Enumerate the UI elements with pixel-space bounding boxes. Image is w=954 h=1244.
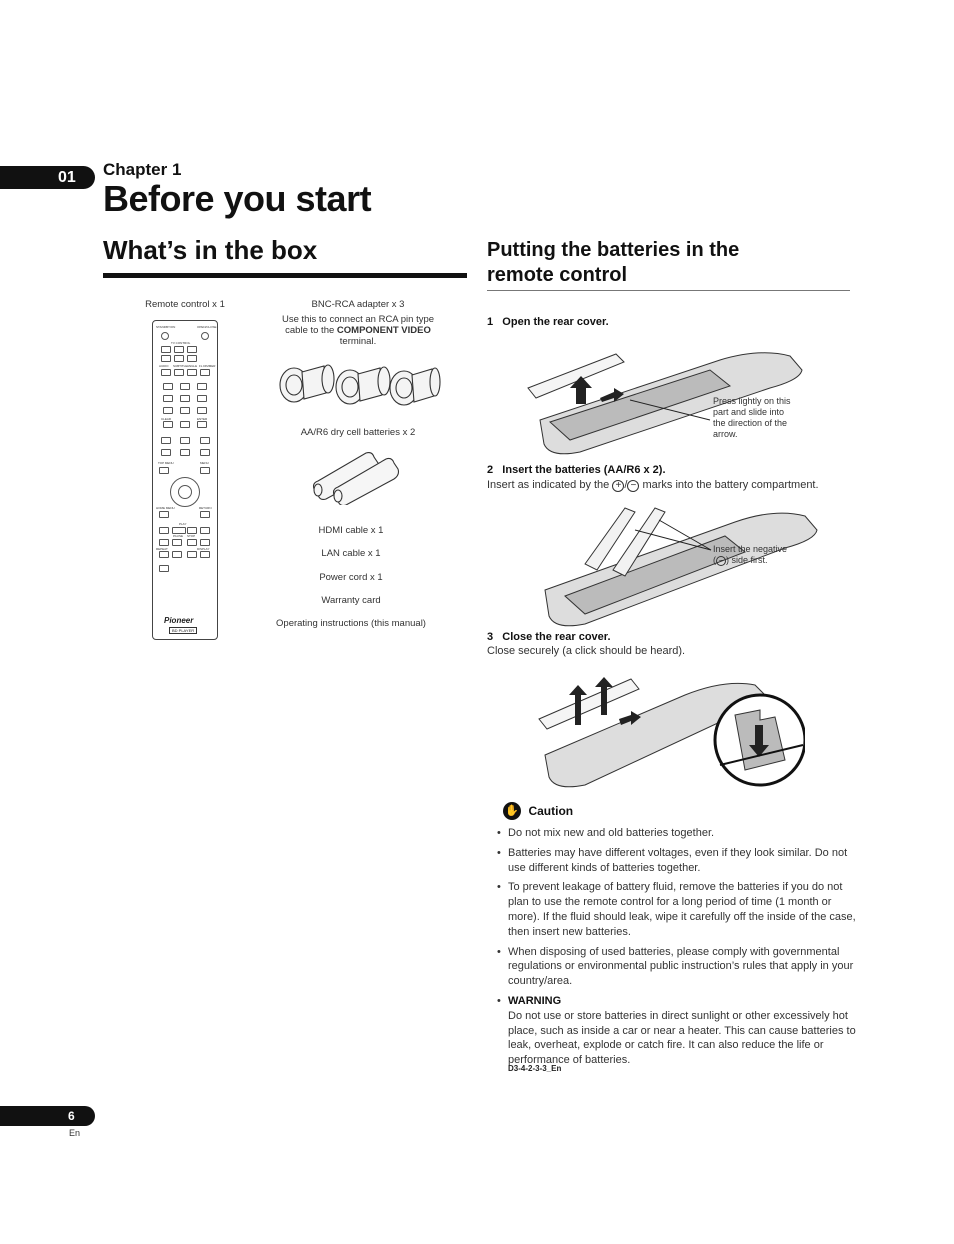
callout-line <box>713 555 787 566</box>
remote-button <box>172 551 182 558</box>
remote-button <box>180 449 190 456</box>
heading-rule <box>103 273 467 278</box>
remote-return-label: RETURN <box>199 506 212 510</box>
number-button <box>197 407 207 414</box>
remote-button <box>159 467 169 474</box>
adapter-desc-text: cable to the <box>285 325 337 336</box>
remote-tv-control-label: TV CONTROL <box>171 341 191 345</box>
remote-button <box>174 369 184 376</box>
remote-button <box>200 369 210 376</box>
step2-callout <box>713 544 787 566</box>
remote-enter-label: ENTER <box>197 417 208 421</box>
step-number: 1 <box>487 316 494 328</box>
remote-dimmer-label: FL DIMMER <box>199 364 216 368</box>
close-cover-illustration <box>535 665 805 795</box>
remote-button <box>200 449 210 456</box>
step3-body: Close securely (a click should be heard). <box>487 645 686 657</box>
remote-menu-label: MENU <box>200 461 209 465</box>
step2-body-text: Insert as indicated by the <box>487 479 613 491</box>
number-button <box>197 383 207 390</box>
step-text: Close the rear cover. <box>502 631 611 643</box>
callout-line: arrow. <box>713 429 738 439</box>
eject-button-icon <box>201 332 209 340</box>
remote-button <box>174 355 184 362</box>
callout-line: part and slide into <box>713 407 785 417</box>
bnc-adapter-icon <box>336 367 390 404</box>
box-item: Warranty card <box>321 595 381 606</box>
warning-item <box>497 994 857 1068</box>
remote-button <box>161 369 171 376</box>
caution-item: • Batteries may have different voltages, even if they look similar. Do not use different kinds of batteries together. <box>497 846 857 876</box>
remote-button <box>161 437 171 444</box>
adapter-label: BNC-RCA adapter x 3 <box>311 299 405 310</box>
remote-top-menu-label: TOP MENU <box>158 461 174 465</box>
component-video-term: COMPONENT VIDEO <box>336 325 431 336</box>
adapter-desc-line: Use this to connect an RCA pin type <box>281 314 435 325</box>
callout-line: Press lightly on this <box>713 396 791 406</box>
step-1 <box>487 316 609 328</box>
caution-list <box>497 826 857 1073</box>
box-item: LAN cable x 1 <box>321 548 381 559</box>
box-item: Power cord x 1 <box>319 572 383 583</box>
number-button <box>180 383 190 390</box>
step1-callout <box>713 396 791 440</box>
remote-subtitle-label: SUBTITLE <box>173 364 188 368</box>
remote-standby-label: STANDBY/ON <box>156 325 176 329</box>
step-number: 3 <box>487 631 494 643</box>
number-button <box>163 395 173 402</box>
adapter-desc-line <box>258 325 458 336</box>
remote-button <box>200 551 210 558</box>
heading-line: Putting the batteries in the <box>487 239 740 261</box>
remote-button <box>180 437 190 444</box>
remote-home-label: HOME MENU <box>156 506 175 510</box>
remote-angle-label: ANGLE <box>187 364 198 368</box>
warning-title: • WARNING <box>508 994 562 1007</box>
remote-label: Remote control x 1 <box>145 299 225 310</box>
reference-code: D3-4-2-3-3_En <box>508 1064 562 1073</box>
page-tab <box>0 1106 95 1126</box>
remote-button <box>161 449 171 456</box>
chapter-tab <box>0 166 95 189</box>
remote-button <box>159 539 169 546</box>
pioneer-logo: Pioneer <box>164 616 194 625</box>
remote-repeat-label: REPEAT <box>156 547 168 551</box>
aa-batteries-illustration <box>310 447 400 505</box>
remote-audio-label: AUDIO <box>159 364 169 368</box>
box-item: Operating instructions (this manual) <box>276 618 426 629</box>
minus-circle-icon: − <box>627 480 639 492</box>
number-button <box>163 421 173 428</box>
caution-item: • When disposing of used batteries, please comply with governmental regulations or environmental public instruction’s rules that apply in your country/area. <box>497 945 857 989</box>
step2-body-text: marks into the battery compartment. <box>639 479 819 491</box>
remote-clear-label: CLEAR <box>161 417 172 421</box>
remote-stop-label: STOP <box>187 534 196 538</box>
remote-button <box>159 565 169 572</box>
remote-button <box>187 346 197 353</box>
remote-button <box>200 511 210 518</box>
batteries-label: AA/R6 dry cell batteries x 2 <box>300 427 416 438</box>
remote-button <box>159 551 169 558</box>
remote-pause-label: PAUSE <box>173 534 183 538</box>
play-button-icon <box>172 527 186 534</box>
remote-button <box>187 355 197 362</box>
bnc-adapter-icon <box>280 365 334 402</box>
standby-button-icon <box>161 332 169 340</box>
number-button <box>163 407 173 414</box>
caution-hand-icon: ✋ <box>503 802 521 820</box>
number-button <box>197 395 207 402</box>
callout-text: ) side first. <box>726 555 768 565</box>
remote-button <box>159 511 169 518</box>
adapter-description <box>258 314 458 347</box>
stop-button-icon <box>187 539 197 546</box>
plus-circle-icon: + <box>612 480 624 492</box>
pause-button-icon <box>172 539 182 546</box>
minus-circle-icon: − <box>716 556 726 566</box>
remote-button <box>200 527 210 534</box>
number-button <box>163 383 173 390</box>
bd-player-badge: BD PLAYER <box>169 627 197 634</box>
callout-line: the direction of the <box>713 418 788 428</box>
slash-text: / <box>624 479 628 491</box>
caution-heading <box>503 802 573 820</box>
heading-line: remote control <box>487 264 628 286</box>
callout-line: Insert the negative <box>713 544 788 554</box>
chapter-number: 01 <box>58 169 76 186</box>
adapter-desc-line: terminal. <box>339 336 377 347</box>
whats-in-box-heading: What’s in the box <box>103 235 318 265</box>
caution-item: • To prevent leakage of battery fluid, remove the batteries if you do not plan to use the remote control for a long period of time (1 month or more). If the fluid should leak, wipe it carefully off the inside of the case, then insert new batteries. <box>497 880 857 939</box>
remote-button <box>187 551 197 558</box>
box-item: HDMI cable x 1 <box>318 525 384 536</box>
step-2 <box>487 464 666 476</box>
remote-button <box>187 369 197 376</box>
number-button <box>197 421 207 428</box>
step-text: Open the rear cover. <box>502 316 609 328</box>
remote-button <box>161 346 171 353</box>
bnc-adapter-icon <box>390 368 440 405</box>
remote-button <box>200 467 210 474</box>
remote-button <box>174 346 184 353</box>
caution-item: • Do not mix new and old batteries together. <box>497 826 857 841</box>
remote-open-label: OPEN/CLOSE <box>197 325 217 329</box>
page-number: 6 <box>68 1109 75 1123</box>
callout-text: ( <box>713 555 716 565</box>
remote-button <box>159 527 169 534</box>
chapter-label: Chapter 1 <box>103 160 182 179</box>
remote-button <box>200 539 210 546</box>
remote-display-label: DISPLAY <box>197 547 210 551</box>
step2-body <box>487 479 852 492</box>
enter-button-icon <box>178 485 192 499</box>
number-button <box>180 395 190 402</box>
chapter-title: Before you start <box>103 178 372 219</box>
step-text: Insert the batteries (AA/R6 x 2). <box>502 464 666 476</box>
number-button <box>180 407 190 414</box>
bnc-adapters-illustration <box>272 355 442 415</box>
number-button <box>180 421 190 428</box>
step-3 <box>487 631 611 643</box>
batteries-heading <box>487 238 857 288</box>
remote-button <box>161 355 171 362</box>
remote-button <box>187 527 197 534</box>
warning-text: Do not use or store batteries in direct sunlight or other excessively hot place, such as inside a car or near a heater. This can cause batteries to leak, overheat, explode or catch fire. It can also reduce the life or performance of batteries. <box>508 1009 856 1067</box>
remote-control-illustration <box>152 320 218 640</box>
remote-button <box>200 437 210 444</box>
caution-title: Caution <box>528 804 574 818</box>
remote-play-label: PLAY <box>179 522 187 526</box>
step-number: 2 <box>487 464 494 476</box>
heading-rule <box>487 290 850 291</box>
page-language: En <box>69 1128 81 1138</box>
